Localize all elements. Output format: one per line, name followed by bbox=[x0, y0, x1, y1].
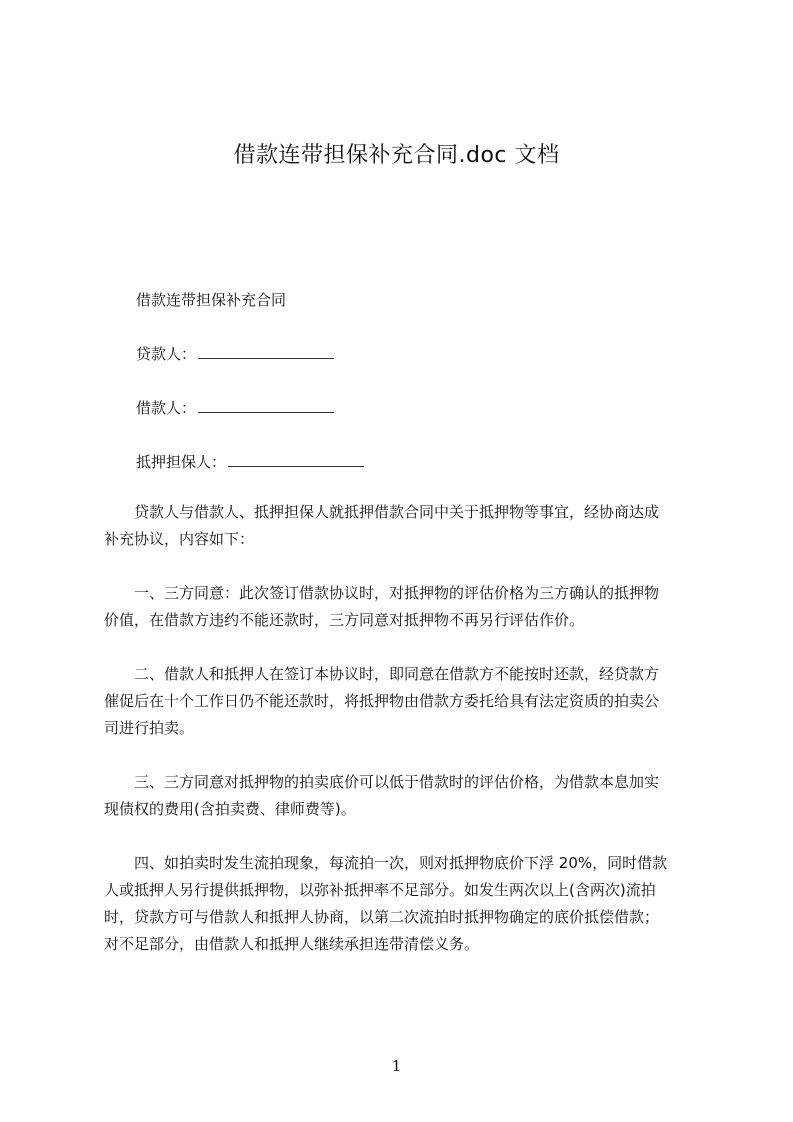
paragraph-line: 一、三方同意：此次签订借款协议时，对抵押物的评估价格为三方确认的抵押物 bbox=[104, 584, 660, 602]
lender-field bbox=[136, 341, 736, 368]
paragraph-line: 价值，在借款方违约不能还款时，三方同意对抵押物不再另行评估作价。 bbox=[104, 611, 585, 629]
paragraph-line: 四、如拍卖时发生流拍现象，每流拍一次，则对抵押物底价下浮 20%，同时借款 bbox=[104, 854, 668, 872]
paragraph-line: 现债权的费用(含拍卖费、律师费等)。 bbox=[104, 800, 356, 818]
guarantor-field bbox=[136, 449, 736, 476]
paragraph-intro bbox=[104, 499, 704, 553]
paragraph-line: 时，贷款方可与借款人和抵押人协商，以第二次流拍时抵押物确定的底价抵偿借款； bbox=[104, 908, 660, 926]
paragraph-line: 司进行拍卖。 bbox=[104, 719, 195, 737]
borrower-label: 借款人： bbox=[136, 399, 197, 417]
paragraph-line: 对不足部分，由借款人和抵押人继续承担连带清偿义务。 bbox=[104, 935, 480, 953]
paragraph-clause-4 bbox=[104, 850, 704, 958]
borrower-field bbox=[136, 395, 736, 422]
paragraph-clause-2 bbox=[104, 661, 704, 742]
lender-blank-line bbox=[198, 342, 334, 359]
document-title: 借款连带担保补充合同.doc 文档 bbox=[233, 143, 560, 168]
paragraph-line: 人或抵押人另行提供抵押物，以弥补抵押率不足部分。如发生两次以上(含两次)流拍 bbox=[104, 881, 656, 899]
page-number: 1 bbox=[391, 1057, 402, 1075]
paragraph-line: 补充协议，内容如下： bbox=[104, 530, 255, 548]
paragraph-clause-1 bbox=[104, 580, 704, 634]
paragraph-clause-3 bbox=[104, 769, 704, 823]
lender-label: 贷款人： bbox=[136, 345, 197, 363]
guarantor-blank-line bbox=[228, 450, 364, 467]
paragraph-line: 贷款人与借款人、抵押担保人就抵押借款合同中关于抵押物等事宜，经协商达成 bbox=[104, 503, 660, 521]
paragraph-line: 催促后在十个工作日仍不能还款时，将抵押物由借款方委托给具有法定资质的拍卖公 bbox=[104, 692, 660, 710]
contract-subtitle: 借款连带担保补充合同 bbox=[136, 291, 287, 309]
paragraph-line: 三、三方同意对抵押物的拍卖底价可以低于借款时的评估价格，为借款本息加实 bbox=[104, 773, 660, 791]
paragraph-line: 二、借款人和抵押人在签订本协议时，即同意在借款方不能按时还款，经贷款方 bbox=[104, 665, 660, 683]
guarantor-label: 抵押担保人： bbox=[136, 453, 227, 471]
borrower-blank-line bbox=[198, 396, 334, 413]
